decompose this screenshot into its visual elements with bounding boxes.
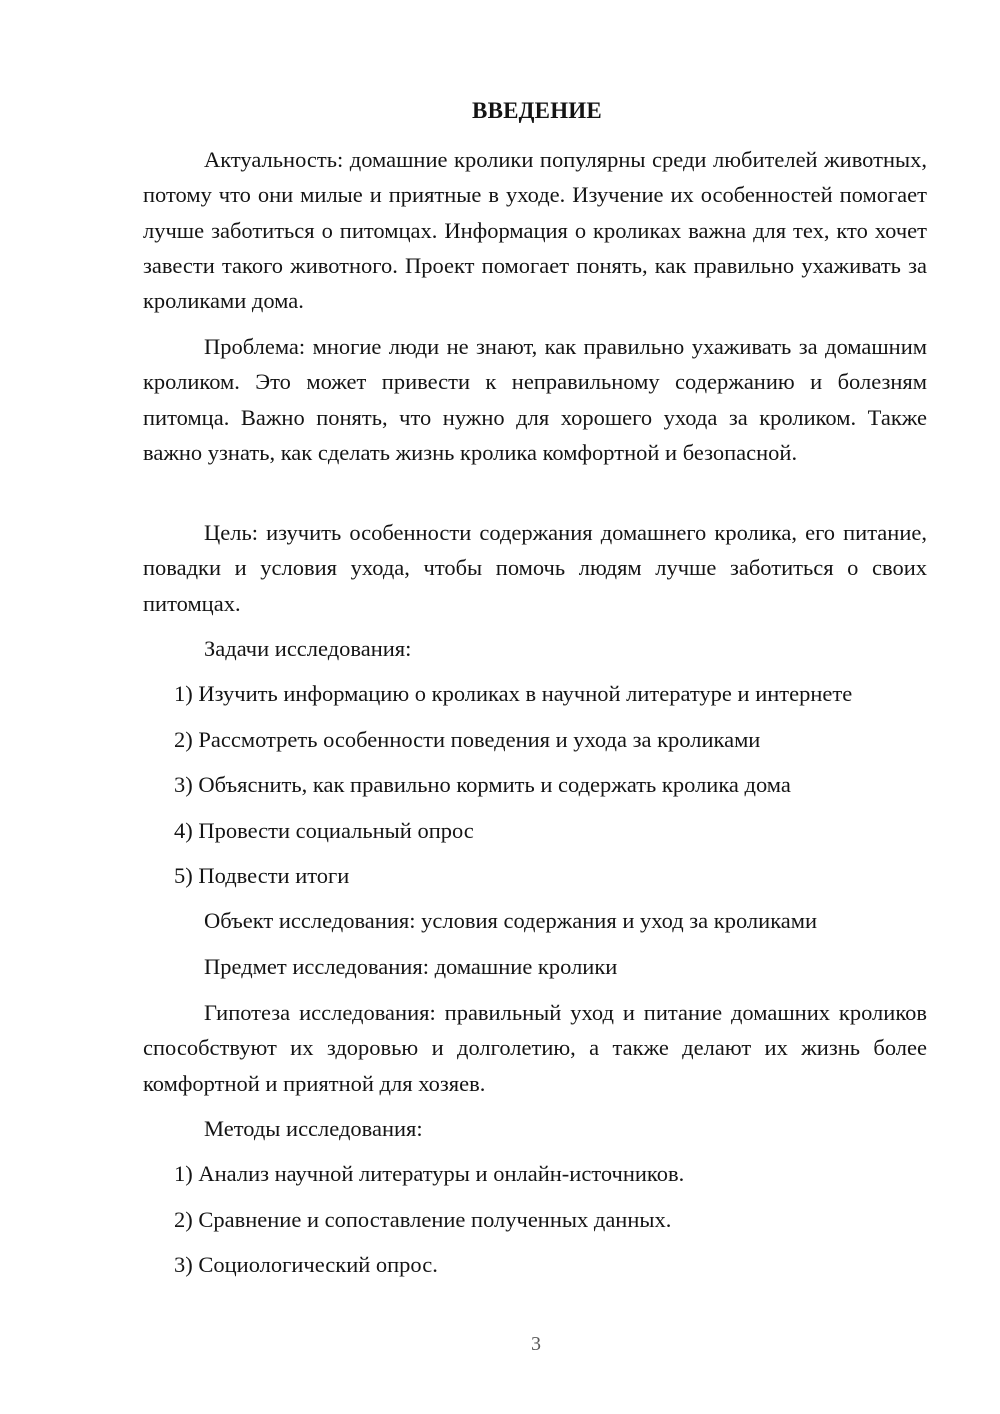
subject-line: Предмет исследования: домашние кролики (204, 954, 618, 979)
method-item: 2) Сравнение и сопоставление полученных данных. (174, 1207, 672, 1232)
task-item: 4) Провести социальный опрос (174, 818, 474, 843)
methods-title: Методы исследования: (204, 1116, 423, 1141)
task-item: 3) Объяснить, как правильно кормить и содержать кролика дома (174, 772, 791, 797)
section-heading: ВВЕДЕНИЕ (472, 98, 602, 123)
page-number: 3 (531, 1333, 541, 1355)
goal-paragraph: Цель: изучить особенности содержания домашнего кролика, его питание, повадки и условия ухода, чтобы помочь людям лучше заботиться о своих питомцах. (143, 520, 927, 616)
task-item: 5) Подвести итоги (174, 863, 350, 888)
problem-paragraph: Проблема: многие люди не знают, как правильно ухаживать за домашним кроликом. Это может привести к неправильному содержанию и болезням питомца. Важно понять, что нужно для хорошего ухода за кроликом. Также важно узнать, как сделать жизнь кролика комфортной и безопасной. (143, 334, 927, 465)
tasks-title: Задачи исследования: (204, 636, 412, 661)
object-line: Объект исследования: условия содержания и уход за кроликами (204, 908, 818, 933)
hypothesis-paragraph: Гипотеза исследования: правильный уход и питание домашних кроликов способствуют их здоровью и долголетию, а также делают их жизнь более комфортной и приятной для хозяев. (143, 1000, 927, 1096)
relevance-paragraph: Актуальность: домашние кролики популярны среди любителей животных, потому что они милые и приятные в уходе. Изучение их особенностей помогает лучше заботиться о питомцах. Информация о кроликах важна для тех, кто хочет завести такого животного. Проект помогает понять, как правильно ухаживать за кроликами дома. (143, 147, 927, 314)
method-item: 3) Социологический опрос. (174, 1252, 438, 1277)
task-item: 1) Изучить информацию о кроликах в научной литературе и интернете (174, 681, 853, 706)
method-item: 1) Анализ научной литературы и онлайн-источников. (174, 1161, 685, 1186)
task-item: 2) Рассмотреть особенности поведения и ухода за кроликами (174, 727, 761, 752)
